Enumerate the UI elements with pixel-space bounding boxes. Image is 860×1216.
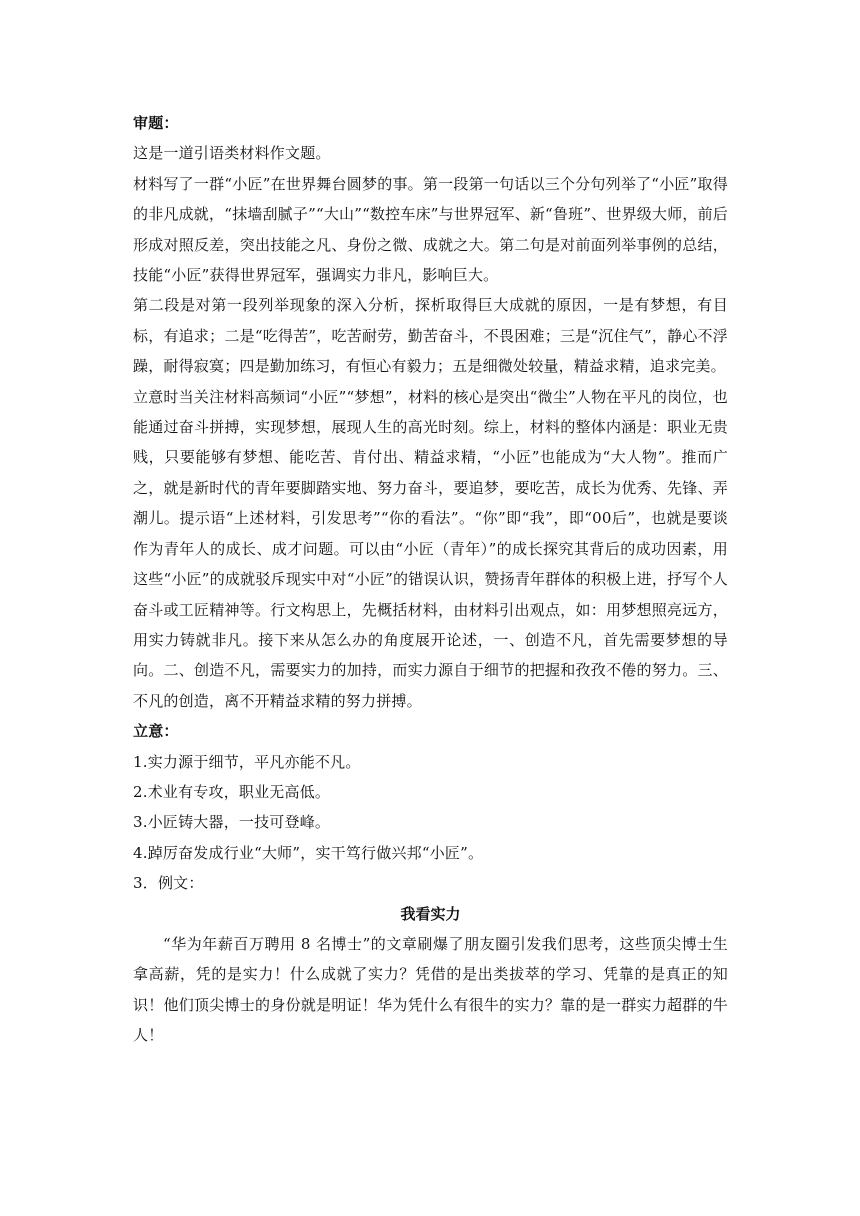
essay-title: 我看实力 xyxy=(400,904,461,923)
essay-paragraph-1: “华为年薪百万聘用 8 名博士”的文章刷爆了朋友圈引发我们思考，这些顶尖博士生拿高薪，凭的是实力！什么成就了实力？凭借的是出类拔萃的学习、凭靠的是真正的知识！他们顶尖博士的身份就是明证！华为凭什么有很牛的实力？靠的是一群实力超群的牛人！ xyxy=(133,934,728,1045)
idea-item-4: 4.踔厉奋发成行业“大师”，实干笃行做兴邦“小匠”。 xyxy=(133,843,484,862)
intro-paragraph: 这是一道引语类材料作文题。 xyxy=(133,144,331,163)
idea-item-2: 2.术业有专攻，职业无高低。 xyxy=(133,782,331,801)
heading-review: 审题： xyxy=(133,114,179,132)
analysis-paragraph-3: 立意时当关注材料高频词“小匠”“梦想”，材料的核心是突出“微尘”人物在平凡的岗位，也能通过奋斗拼搏，实现梦想，展现人生的高光时刻。综上，材料的整体内涵是：职业无贵贱，只要能够有梦想、能吃苦、肯付出、精益求精，“小匠”也能成为“大人物”。推而广之，就是新时代的青年要脚踏实地、努力奋斗，要追梦，要吃苦，成长为优秀、先锋、弄潮儿。提示语“上述材料，引发思考”“你的看法”。“你”即“我”，即“00后”，也就是要谈作为青年人的成长、成才问题。可以由“小匠（青年）”的成长探究其背后的成功因素，用这些“小匠”的成就驳斥现实中对“小匠”的错误认识，赞扬青年群体的积极上进，抒写个人奋斗或工匠精神等。行文构思上，先概括材料，由材料引出观点，如：用梦想照亮远方，用实力铸就非凡。接下来从怎么办的角度展开论述，一、创造不凡，首先需要梦想的导向。二、创造不凡，需要实力的加持，而实力源自于细节的把握和孜孜不倦的努力。三、不凡的创造，离不开精益求精的努力拼搏。 xyxy=(133,387,728,710)
heading-idea: 立意： xyxy=(133,722,179,741)
analysis-paragraph-2: 第二段是对第一段列举现象的深入分析，探析取得巨大成就的原因，一是有梦想，有目标，有追求；二是“吃得苦”，吃苦耐劳，勤苦奋斗，不畏困难；三是“沉住气”，静心不浮躁，耐得寂寞；四是勤加练习，有恒心有毅力；五是细微处较量，精益求精，追求完美。 xyxy=(133,296,728,376)
example-label: 3．例文： xyxy=(133,874,204,893)
idea-item-1: 1.实力源于细节，平凡亦能不凡。 xyxy=(133,752,361,771)
idea-item-3: 3.小匠铸大器，一技可登峰。 xyxy=(133,813,331,832)
document-page xyxy=(133,108,728,1051)
analysis-paragraph-1: 材料写了一群“小匠”在世界舞台圆梦的事。第一段第一句话以三个分句列举了“小匠”取得的非凡成就，“抹墙刮腻子”“大山”“数控车床”与世界冠军、新“鲁班”、世界级大师，前后形成对照反差，突出技能之凡、身份之微、成就之大。第二句是对前面列举事例的总结，技能“小匠”获得世界冠军，强调实力非凡，影响巨大。 xyxy=(133,174,728,285)
